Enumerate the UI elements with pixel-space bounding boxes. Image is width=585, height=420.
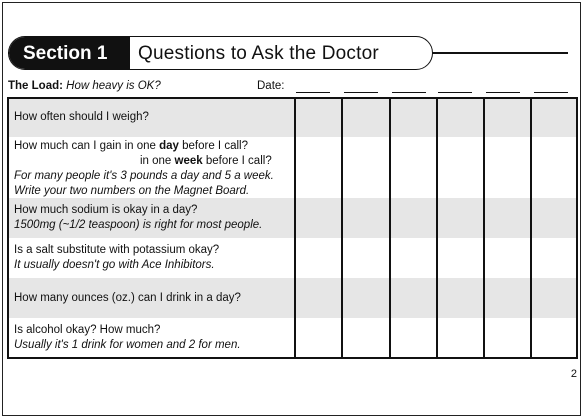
date-blank-6[interactable] (534, 92, 568, 93)
column-divider (483, 99, 485, 357)
table-row (9, 238, 576, 278)
table-row (9, 198, 576, 238)
section-header (8, 36, 433, 70)
column-divider (294, 99, 296, 357)
column-divider (341, 99, 343, 357)
question-note: It usually doesn't go with Ace Inhibitors. (14, 259, 215, 271)
question-note: For many people it's 3 pounds a day and 5 a week. (14, 170, 274, 182)
date-blank-5[interactable] (486, 92, 520, 93)
column-divider (530, 99, 532, 357)
question-note: Usually it's 1 drink for women and 2 for men. (14, 339, 241, 351)
date-blank-1[interactable] (296, 92, 330, 93)
table-row (9, 278, 576, 318)
table-row (9, 318, 576, 357)
question-note: Write your two numbers on the Magnet Board. (14, 185, 250, 197)
date-blank-3[interactable] (392, 92, 426, 93)
question-text: How often should I weigh? (14, 111, 149, 123)
table-row (9, 99, 576, 137)
date-blank-4[interactable] (438, 92, 472, 93)
question-text: Is alcohol okay? How much? Usually it's 1 drink for women and 2 for men. (14, 324, 241, 351)
question-note: 1500mg (~1/2 teaspoon) is right for most people. (14, 219, 263, 231)
page-number: 2 (570, 368, 577, 380)
question-text: How much can I gain in one day before I call? in one week before I call? For many people it's 3 pounds a day and 5 a week. Write your two numbers on the Magnet Board. (14, 140, 274, 197)
column-divider (389, 99, 391, 357)
section-title: Questions to Ask the Doctor (138, 43, 379, 64)
date-label: Date: (257, 80, 285, 92)
question-text: How many ounces (oz.) can I drink in a day? (14, 292, 241, 304)
question-text: How much sodium is okay in a day? 1500mg (~1/2 teaspoon) is right for most people. (14, 204, 263, 231)
column-divider (436, 99, 438, 357)
question-table (7, 97, 578, 359)
load-row (8, 80, 161, 92)
load-label: The Load: (8, 80, 63, 92)
load-question: How heavy is OK? (66, 80, 161, 92)
section-label: Section 1 (9, 37, 130, 69)
date-blank-2[interactable] (344, 92, 378, 93)
question-text: Is a salt substitute with potassium okay? It usually doesn't go with Ace Inhibitors. (14, 244, 220, 271)
table-row (9, 137, 576, 198)
